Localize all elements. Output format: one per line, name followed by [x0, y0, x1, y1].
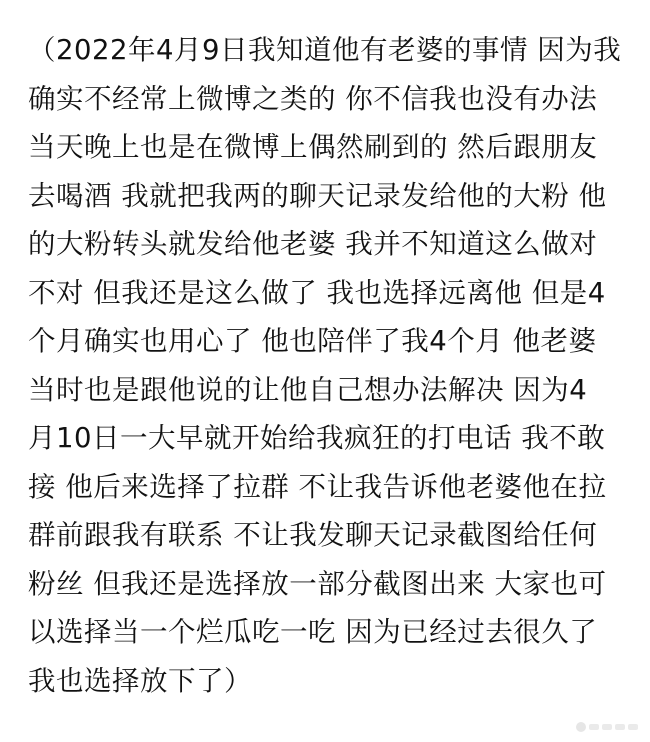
watermark-mark-icon: [628, 724, 638, 730]
text-line: 不对 但我还是这么做了 我也选择远离他 但是4: [28, 276, 606, 309]
text-line: 接 他后来选择了拉群 不让我告诉他老婆他在拉: [28, 470, 607, 503]
text-line: 确实不经常上微博之类的 你不信我也没有办法: [28, 82, 598, 115]
watermark-mark-icon: [602, 724, 612, 730]
text-line: 的大粉转头就发给他老婆 我并不知道这么做对: [28, 228, 598, 260]
watermark-mark-icon: [589, 724, 599, 730]
text-line: 去喝酒 我就把我两的聊天记录发给他的大粉 他: [28, 179, 607, 212]
text-line: 我也选择放下了）: [28, 664, 252, 697]
text-line: 当天晚上也是在微博上偶然刷到的 然后跟朋友: [28, 131, 598, 163]
watermark: [576, 722, 638, 732]
text-line: 当时也是跟他说的让他自己想办法解决 因为4: [28, 373, 588, 406]
text-line: 以选择当一个烂瓜吃一吃 因为已经过去很久了: [28, 616, 598, 648]
text-line: 个月确实也用心了 他也陪伴了我4个月 他老婆: [28, 325, 597, 357]
watermark-logo-icon: [576, 722, 586, 732]
text-line: 月10日一大早就开始给我疯狂的打电话 我不敢: [28, 422, 606, 454]
text-line: 粉丝 但我还是选择放一部分截图出来 大家也可: [28, 567, 607, 600]
watermark-mark-icon: [615, 724, 625, 730]
text-line: （2022年4月9日我知道他有老婆的事情 因为我: [28, 34, 622, 66]
text-line: 群前跟我有联系 不让我发聊天记录截图给任何: [28, 519, 598, 551]
